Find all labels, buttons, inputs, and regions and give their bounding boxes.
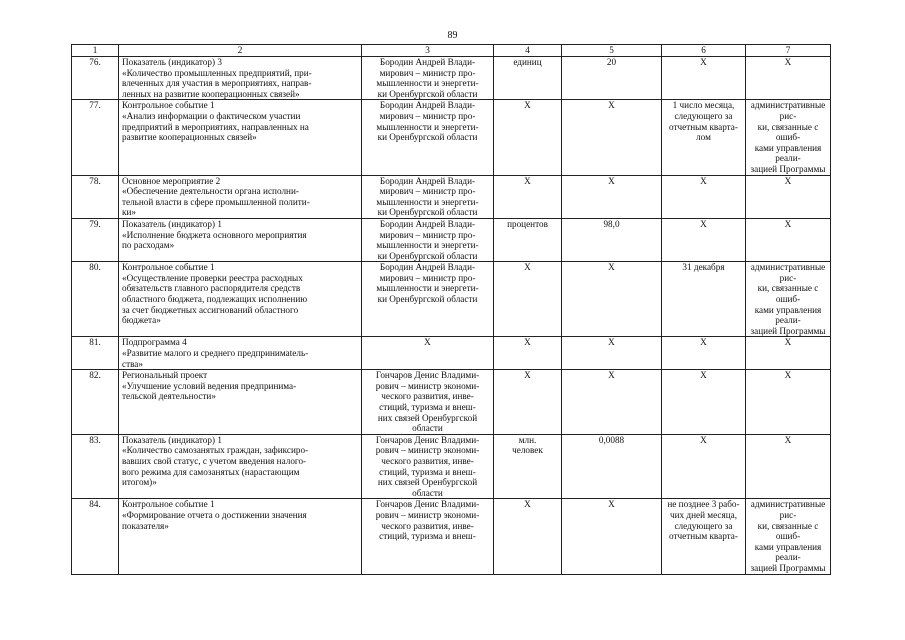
- deadline-cell: [662, 218, 746, 261]
- column-header: 5: [562, 45, 662, 57]
- cell-text-line: ки Оренбургской области: [377, 132, 478, 143]
- column-header: 4: [494, 45, 562, 57]
- cell-text-line: Х: [700, 218, 707, 229]
- cell-text-line: единиц: [513, 57, 542, 67]
- cell-text-line: 31 декабря: [682, 262, 725, 273]
- cell-text-line: них связей Оренбургской: [377, 477, 478, 488]
- cell-text-line: Х: [608, 175, 615, 186]
- responsible-cell: [362, 175, 494, 218]
- cell-text-line: Х: [700, 434, 707, 445]
- responsible-cell: [362, 218, 494, 261]
- cell-text-line: «Развитие малого и среднего предпринимatель-: [122, 348, 309, 359]
- cell-text-line: Гончаров Денис Владими-: [375, 370, 480, 381]
- value-cell: [562, 370, 662, 435]
- cell-text-line: административные рис-: [750, 262, 826, 283]
- cell-text-line: «Количество промышленных предприятий, при-: [122, 67, 312, 78]
- cell-text-line: ки, связанные с ошиб-: [757, 121, 819, 143]
- deadline-cell: [662, 370, 746, 435]
- unit-cell: [494, 218, 562, 261]
- risk-cell: [746, 434, 831, 499]
- column-header: 1: [72, 45, 119, 57]
- cell-text-line: области: [412, 487, 443, 498]
- risk-cell: [746, 100, 831, 175]
- cell-text-line: Показатель (индикатор) 1: [122, 434, 222, 445]
- deadline-cell: [662, 100, 746, 175]
- cell-text-line: Х: [784, 434, 792, 445]
- cell-text-line: мышленности и энергети-: [376, 240, 479, 251]
- table-row: [72, 370, 831, 435]
- unit-cell: [494, 57, 562, 100]
- cell-text-line: административные рис-: [750, 499, 826, 520]
- cell-text-line: ки Оренбургской области: [377, 294, 478, 305]
- responsible-cell: [362, 499, 494, 574]
- column-header: 6: [662, 45, 746, 57]
- cell-text-line: 1 число месяца,: [672, 100, 735, 111]
- item-name-cell: [119, 175, 362, 218]
- row-number-cell: 79.: [72, 218, 119, 261]
- page-number: 89: [447, 30, 458, 41]
- cell-text-line: за счет бюджетных ассигнований областного: [122, 304, 299, 315]
- cell-text-line: рович – министр экономи-: [375, 445, 480, 456]
- cell-text-line: предприятий в мероприятиях, направленных на: [122, 121, 309, 132]
- cell-text-line: Х: [524, 337, 531, 348]
- cell-text-line: ки Оренбургской области: [377, 207, 478, 218]
- cell-text-line: них связей Оренбургской: [377, 412, 478, 423]
- cell-text-line: млн.: [518, 434, 537, 445]
- row-number-cell: 84.: [72, 499, 119, 574]
- unit-cell: [494, 337, 562, 370]
- cell-text-line: Х: [700, 175, 707, 186]
- cell-text-line: Бородин Андрей Влади-: [379, 262, 476, 273]
- deadline-cell: [662, 175, 746, 218]
- cell-text-line: Х: [524, 499, 531, 510]
- cell-text-line: «Формирование отчета о достижении значения: [122, 509, 307, 520]
- risk-cell: [746, 370, 831, 435]
- deadline-cell: [662, 57, 746, 100]
- responsible-cell: [362, 370, 494, 435]
- cell-text-line: ки Оренбургской области: [377, 250, 478, 261]
- cell-text-line: Х: [424, 337, 431, 348]
- cell-text-line: следующего за: [674, 110, 733, 121]
- cell-text-line: ками управления реали-: [754, 304, 822, 326]
- row-number-cell: 80.: [72, 262, 119, 337]
- cell-text-line: Х: [524, 370, 531, 381]
- cell-text-line: стиций, туризма и внеш-: [379, 466, 476, 477]
- cell-text-line: Подпрограмма 4: [122, 337, 187, 348]
- cell-text-line: стиций, туризма и внеш-: [379, 531, 476, 542]
- cell-text-line: развитие кооперационных связей»: [122, 132, 257, 143]
- item-name-cell: [119, 57, 362, 100]
- cell-text-line: вого режима для самозанятых (нарастающим: [122, 466, 300, 477]
- cell-text-line: Х: [608, 337, 615, 348]
- cell-text-line: мирович – министр про-: [379, 110, 476, 121]
- cell-text-line: Х: [784, 218, 792, 229]
- value-cell: [562, 218, 662, 261]
- responsible-cell: [362, 337, 494, 370]
- cell-text-line: ленных на развитие кооперационных связей»: [122, 88, 300, 99]
- cell-text-line: зацией Программы: [750, 325, 826, 336]
- deadline-cell: [662, 337, 746, 370]
- item-name-cell: [119, 370, 362, 435]
- cell-text-line: лом: [696, 132, 711, 143]
- cell-text-line: областного бюджета, подлежащих исполнению: [122, 294, 308, 305]
- cell-text-line: «Исполнение бюджета основного мероприятия: [122, 229, 307, 240]
- cell-text-line: Х: [784, 175, 792, 186]
- cell-text-line: Х: [784, 370, 792, 381]
- cell-text-line: тельной власти в сфере промышленной полити-: [122, 196, 310, 207]
- unit-cell: [494, 434, 562, 499]
- cell-text-line: мирович – министр про-: [379, 272, 476, 283]
- cell-text-line: мирович – министр про-: [379, 186, 476, 197]
- cell-text-line: 98,0: [603, 218, 620, 229]
- cell-text-line: следующего за: [674, 520, 733, 531]
- cell-text-line: показателя»: [122, 520, 169, 531]
- cell-text-line: итогом)»: [122, 477, 157, 488]
- table-row: [72, 100, 831, 175]
- cell-text-line: мышленности и энергети-: [376, 196, 479, 207]
- cell-text-line: «Обеспечение деятельности органа исполни-: [122, 186, 299, 197]
- cell-text-line: Гончаров Денис Владими-: [375, 499, 480, 510]
- item-name-cell: [119, 262, 362, 337]
- table-row: [72, 499, 831, 574]
- cell-text-line: «Осуществление проверки реестра расходных: [122, 272, 303, 283]
- cell-text-line: Х: [524, 175, 531, 186]
- cell-text-line: Х: [524, 262, 531, 273]
- cell-text-line: стиций, туризма и внеш-: [379, 402, 476, 412]
- cell-text-line: мышленности и энергети-: [376, 121, 479, 132]
- cell-text-line: тельской деятельности»: [122, 391, 216, 402]
- cell-text-line: Бородин Андрей Влади-: [379, 175, 476, 186]
- cell-text-line: Бородин Андрей Влади-: [379, 100, 476, 111]
- cell-text-line: Гончаров Денис Владими-: [375, 434, 480, 445]
- cell-text-line: Х: [608, 100, 615, 111]
- item-name-cell: [119, 218, 362, 261]
- value-cell: [562, 100, 662, 175]
- cell-text-line: ки, связанные с ошиб-: [757, 520, 819, 542]
- item-name-cell: [119, 499, 362, 574]
- table-row: [72, 57, 831, 100]
- cell-text-line: ки, связанные с ошиб-: [757, 283, 819, 305]
- column-number-row: [72, 45, 831, 57]
- cell-text-line: области: [412, 423, 443, 434]
- table-row: [72, 175, 831, 218]
- table-row: [72, 218, 831, 261]
- deadline-cell: [662, 434, 746, 499]
- cell-text-line: Контрольное событие 1: [122, 262, 215, 273]
- cell-text-line: ческого развития, инве-: [381, 455, 474, 466]
- cell-text-line: зацией Программы: [750, 562, 826, 573]
- row-number-cell: 76.: [72, 57, 119, 100]
- risk-cell: [746, 262, 831, 337]
- cell-text-line: 0,0088: [598, 434, 625, 445]
- cell-text-line: ками управления реали-: [754, 541, 822, 563]
- column-header: 7: [746, 45, 831, 57]
- responsible-cell: [362, 434, 494, 499]
- cell-text-line: 20: [606, 57, 617, 67]
- row-number-cell: 78.: [72, 175, 119, 218]
- cell-text-line: Х: [700, 57, 707, 67]
- cell-text-line: ческого развития, инве-: [381, 520, 474, 531]
- cell-text-line: не позднее 3 рабо-: [667, 499, 740, 510]
- cell-text-line: зацией Программы: [750, 163, 826, 174]
- value-cell: [562, 175, 662, 218]
- unit-cell: [494, 262, 562, 337]
- cell-text-line: мышленности и энергети-: [376, 283, 479, 294]
- cell-text-line: влеченных для участия в мероприятиях, направ-: [122, 78, 312, 89]
- cell-text-line: рович – министр экономи-: [375, 380, 480, 391]
- cell-text-line: административные рис-: [750, 100, 826, 121]
- cell-text-line: отчетным кварта-: [669, 121, 738, 132]
- row-number-cell: 82.: [72, 370, 119, 435]
- cell-text-line: ками управления реали-: [754, 142, 822, 164]
- cell-text-line: Показатель (индикатор) 3: [122, 57, 222, 67]
- value-cell: [562, 434, 662, 499]
- deadline-cell: [662, 262, 746, 337]
- responsible-cell: [362, 262, 494, 337]
- cell-text-line: Х: [784, 57, 792, 67]
- cell-text-line: Основное мероприятие 2: [122, 175, 221, 186]
- cell-text-line: Показатель (индикатор) 1: [122, 218, 222, 229]
- cell-text-line: ки Оренбургской области: [377, 88, 478, 99]
- value-cell: [562, 262, 662, 337]
- cell-text-line: Х: [784, 337, 792, 348]
- cell-text-line: Х: [700, 337, 707, 348]
- cell-text-line: Бородин Андрей Влади-: [379, 218, 476, 229]
- cell-text-line: вавших свой статус, с учетом введения налого-: [122, 455, 307, 466]
- cell-text-line: отчетным кварта-: [669, 531, 738, 542]
- item-name-cell: [119, 434, 362, 499]
- cell-text-line: мирович – министр про-: [379, 229, 476, 240]
- unit-cell: [494, 100, 562, 175]
- cell-text-line: ческого развития, инве-: [381, 391, 474, 402]
- table-body: [72, 57, 831, 575]
- row-number-cell: 81.: [72, 337, 119, 370]
- item-name-cell: [119, 337, 362, 370]
- cell-text-line: ства»: [122, 358, 143, 369]
- column-header: 3: [362, 45, 494, 57]
- table-row: [72, 434, 831, 499]
- cell-text-line: Контрольное событие 1: [122, 100, 215, 111]
- risk-cell: [746, 175, 831, 218]
- cell-text-line: человек: [512, 445, 543, 456]
- cell-text-line: Х: [700, 370, 707, 381]
- cell-text-line: «Анализ информации о фактическом участии: [122, 110, 301, 121]
- risk-cell: [746, 499, 831, 574]
- cell-text-line: чих дней месяца,: [669, 509, 738, 520]
- cell-text-line: «Улучшение условий ведения предпринима-: [122, 380, 297, 391]
- value-cell: [562, 499, 662, 574]
- table-row: [72, 262, 831, 337]
- cell-text-line: Контрольное событие 1: [122, 499, 215, 510]
- deadline-cell: [662, 499, 746, 574]
- cell-text-line: бюджета»: [122, 315, 161, 326]
- cell-text-line: Х: [608, 262, 615, 273]
- cell-text-line: Х: [524, 100, 531, 111]
- risk-cell: [746, 337, 831, 370]
- cell-text-line: Х: [608, 370, 615, 381]
- cell-text-line: обязательств главного распорядителя средств: [122, 283, 301, 294]
- unit-cell: [494, 175, 562, 218]
- table-row: [72, 337, 831, 370]
- cell-text-line: процентов: [507, 218, 548, 229]
- program-table: [71, 44, 831, 575]
- value-cell: [562, 57, 662, 100]
- cell-text-line: Региональный проект: [122, 370, 208, 381]
- row-number-cell: 77.: [72, 100, 119, 175]
- responsible-cell: [362, 100, 494, 175]
- value-cell: [562, 337, 662, 370]
- risk-cell: [746, 218, 831, 261]
- row-number-cell: 83.: [72, 434, 119, 499]
- unit-cell: [494, 499, 562, 574]
- column-header: 2: [119, 45, 362, 57]
- item-name-cell: [119, 100, 362, 175]
- risk-cell: [746, 57, 831, 100]
- cell-text-line: мирович – министр про-: [379, 67, 476, 78]
- cell-text-line: мышленности и энергети-: [376, 78, 479, 89]
- cell-text-line: Х: [608, 499, 615, 510]
- unit-cell: [494, 370, 562, 435]
- cell-text-line: «Количество самозанятых граждан, зафиксиро-: [122, 445, 309, 456]
- cell-text-line: ки»: [122, 207, 136, 218]
- cell-text-line: Бородин Андрей Влади-: [379, 57, 476, 67]
- cell-text-line: по расходам»: [122, 240, 175, 251]
- cell-text-line: рович – министр экономи-: [375, 509, 480, 520]
- responsible-cell: [362, 57, 494, 100]
